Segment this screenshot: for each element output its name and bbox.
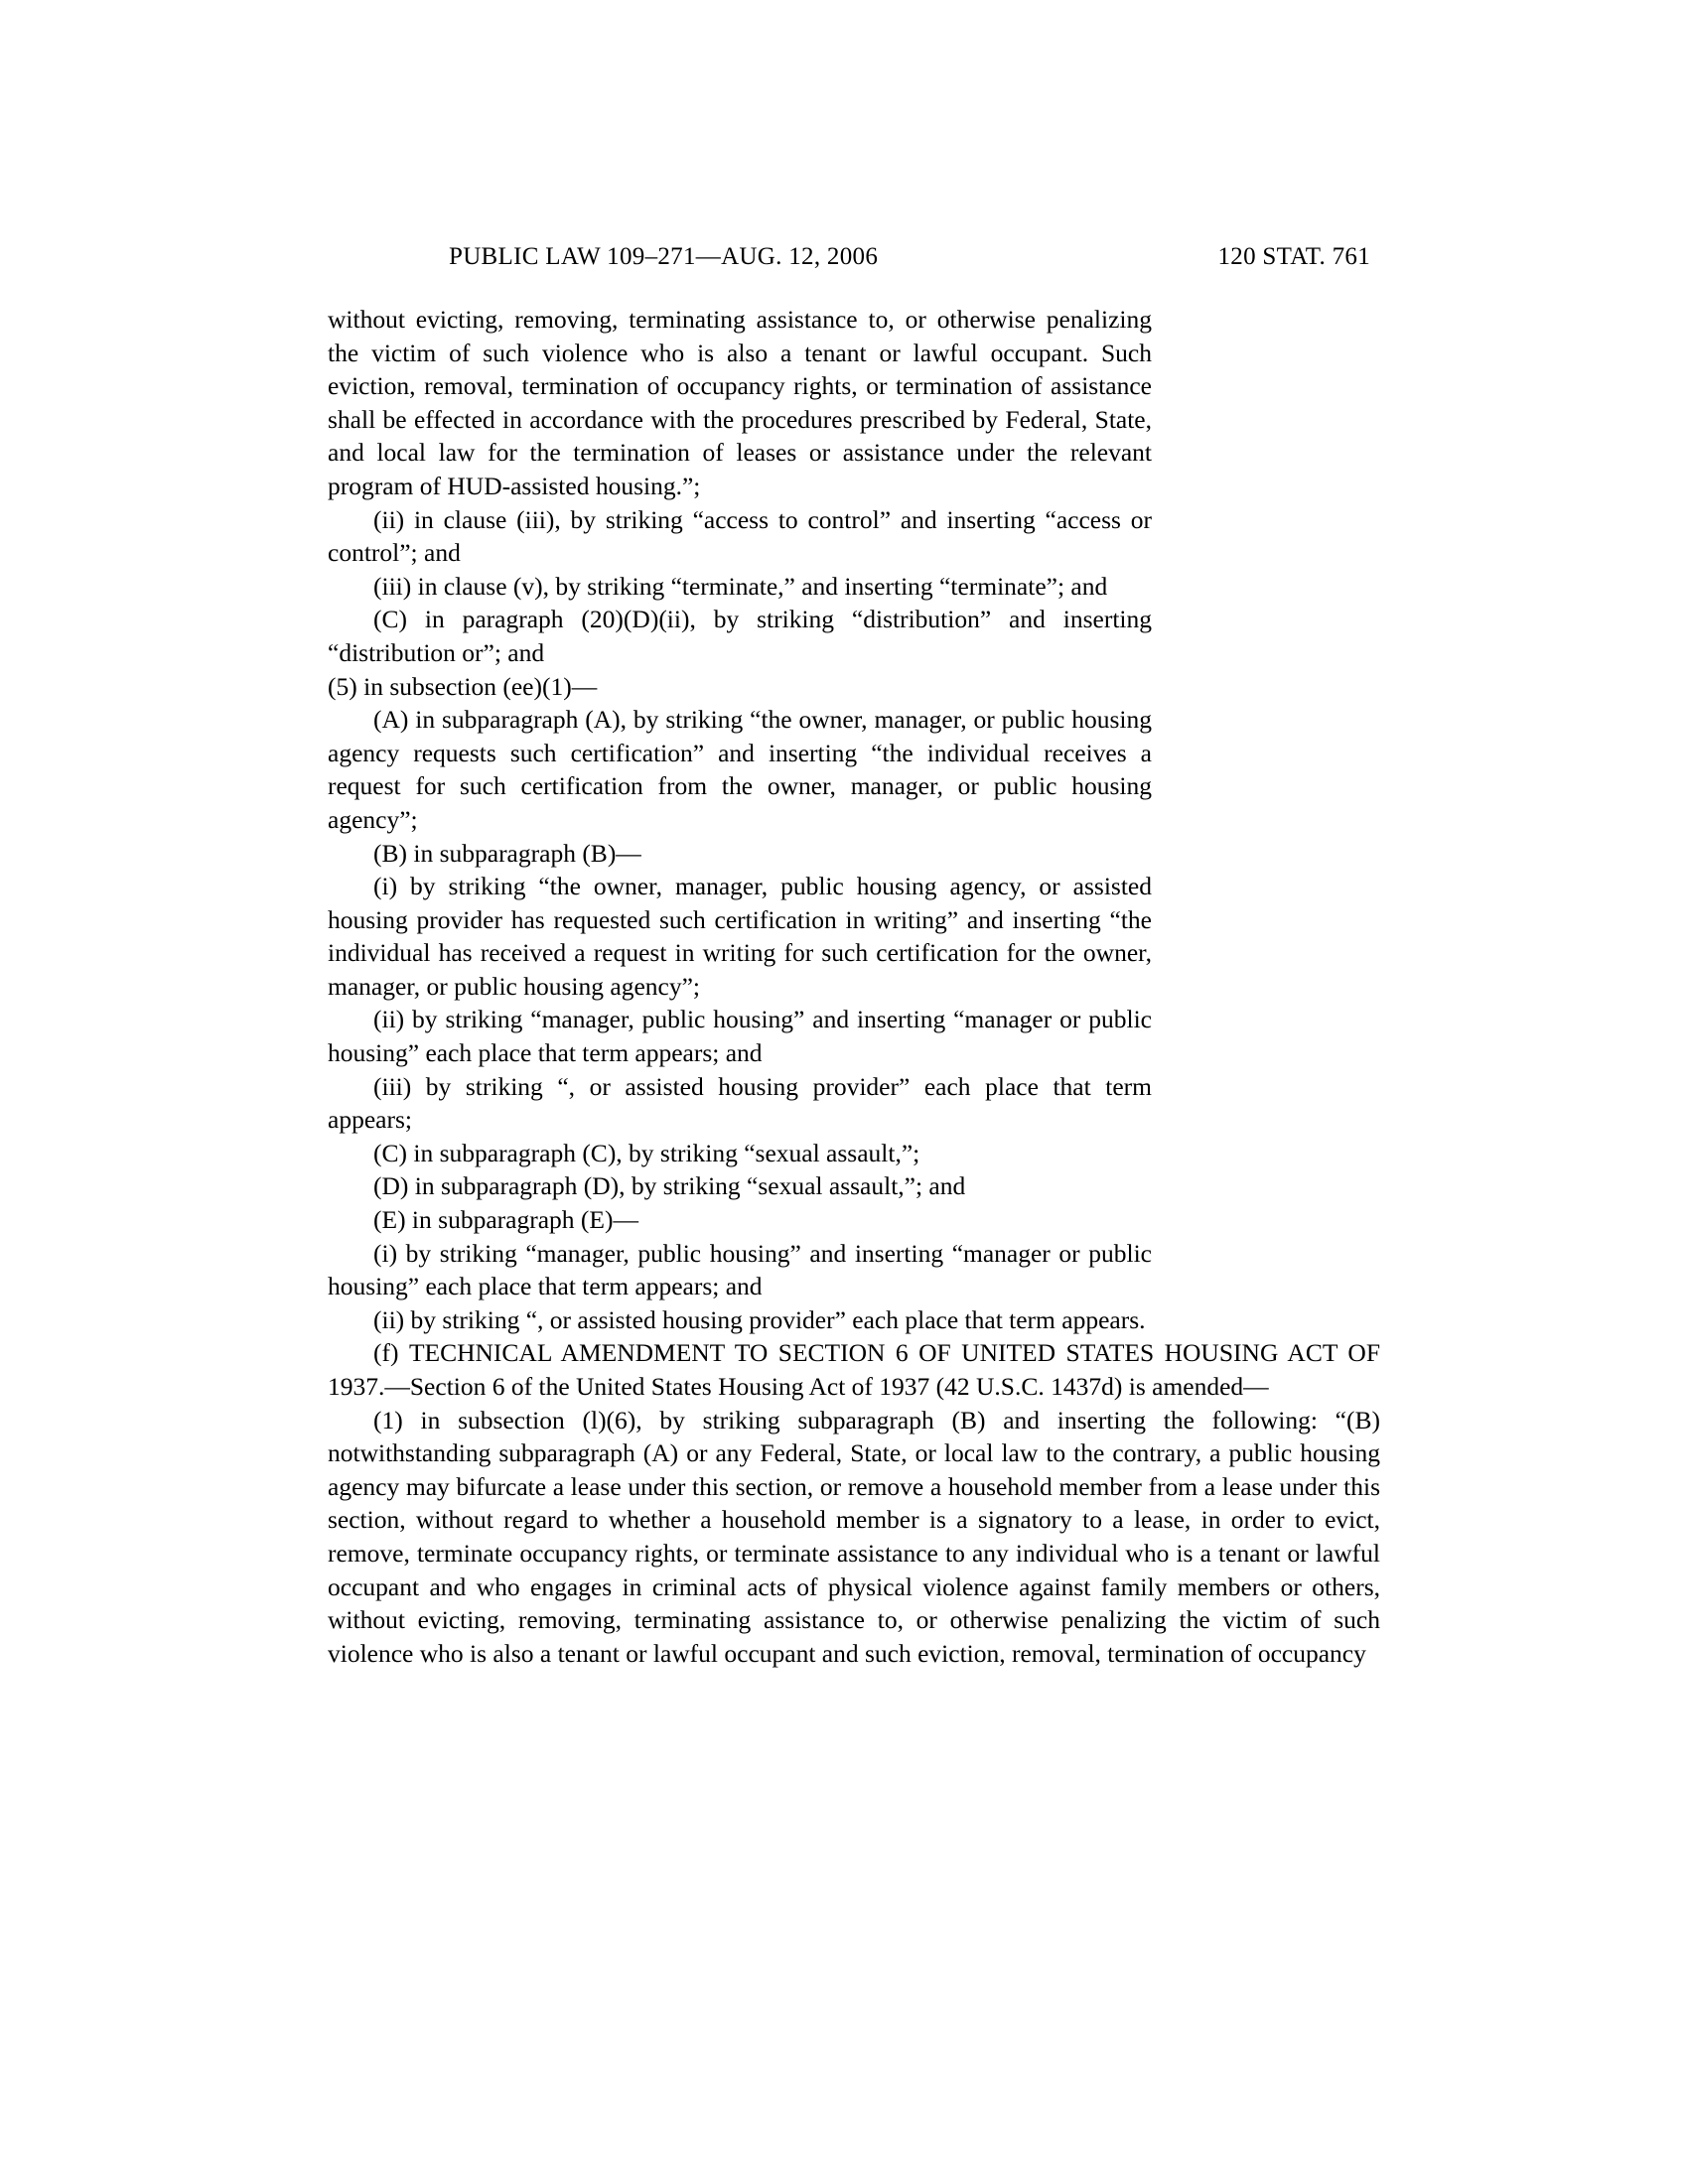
subsection-f-heading: TECHNICAL AMENDMENT TO SECTION 6 OF UNITED STATES HOUSING ACT OF 1937. <box>328 1338 1380 1401</box>
paragraph-item-1: (1) in subsection (l)(6), by striking subparagraph (B) and inserting the following: “(B) notwithstanding subparagraph (A) or any Federal, State, or local law to the contrary, a public housing agency may bifurcate a lease under this section, or remove a household member from a lease under this section, without regard to whether a household member is a signatory to a lease, in order to evict, remove, terminate occupancy rights, or terminate assistance to any individual who is a tenant or lawful occupant and who engages in criminal acts of physical violence against family members or others, without evicting, removing, terminating assistance to, or otherwise penalizing the victim of such violence who is also a tenant or lawful occupant and such eviction, removal, termination of occupancy <box>328 1405 1380 1668</box>
header-statute-page: 120 STAT. 761 <box>1217 243 1370 270</box>
paragraph-subparagraph-C: (C) in paragraph (20)(D)(ii), by striking “distribution” and inserting “distribution or”; and <box>328 605 1152 667</box>
paragraph-E-clause-i: (i) by striking “manager, public housing” and inserting “manager or public housing” each place that term appears; and <box>328 1238 1152 1301</box>
header-public-law: PUBLIC LAW 109–271—AUG. 12, 2006 <box>449 243 879 270</box>
paragraph-B-clause-ii: (ii) by striking “manager, public housing” and inserting “manager or public housing” each place that term appears; and <box>328 1005 1152 1068</box>
paragraph-subparagraph-B-head: (B) in subparagraph (B)— <box>373 838 641 868</box>
paragraph-B-clause-iii: (iii) by striking “, or assisted housing provider” each place that term appears; <box>328 1071 1152 1135</box>
subsection-f-marker: (f) <box>373 1338 409 1368</box>
paragraph-clause-iii: (iii) in clause (v), by striking “terminate,” and inserting “terminate”; and <box>373 571 1108 601</box>
body-column <box>328 303 1380 1670</box>
paragraph-subparagraph-D: (D) in subparagraph (D), by striking “sexual assault,”; and <box>373 1171 966 1201</box>
paragraph-E-clause-ii: (ii) by striking “, or assisted housing provider” each place that term appears. <box>373 1304 1146 1334</box>
paragraph-subparagraph-C2: (C) in subparagraph (C), by striking “sexual assault,”; <box>373 1138 920 1167</box>
paragraph-clause-ii: (ii) in clause (iii), by striking “access to control” and inserting “access or control”; and <box>328 504 1152 568</box>
paragraph-continuation: without evicting, removing, terminating assistance to, or otherwise penalizing the victim of such violence who is also a tenant or lawful occupant. Such eviction, removal, termination of occupancy rights, or termination of assistance shall be effected in accordance with the procedures prescribed by Federal, State, and local law for the termination of leases or assistance under the relevant program of HUD-assisted housing.”; <box>328 305 1152 500</box>
paragraph-subparagraph-A: (A) in subparagraph (A), by striking “the owner, manager, or public housing agency requests such certification” and inserting “the individual receives a request for such certification from the owner, manager, or public housing agency”; <box>328 705 1152 834</box>
paragraph-B-clause-i: (i) by striking “the owner, manager, public housing agency, or assisted housing provider has requested such certification in writing” and inserting “the individual has received a request in writing for such certification for the owner, manager, or public housing agency”; <box>328 872 1152 1001</box>
paragraph-item-5: (5) in subsection (ee)(1)— <box>328 671 598 701</box>
paragraph-subsection-f <box>328 1336 1380 1403</box>
subsection-f-body: —Section 6 of the United States Housing Act of 1937 (42 U.S.C. 1437d) is amended— <box>384 1372 1269 1401</box>
paragraph-subparagraph-E-head: (E) in subparagraph (E)— <box>373 1205 638 1235</box>
page-header <box>449 243 1372 271</box>
